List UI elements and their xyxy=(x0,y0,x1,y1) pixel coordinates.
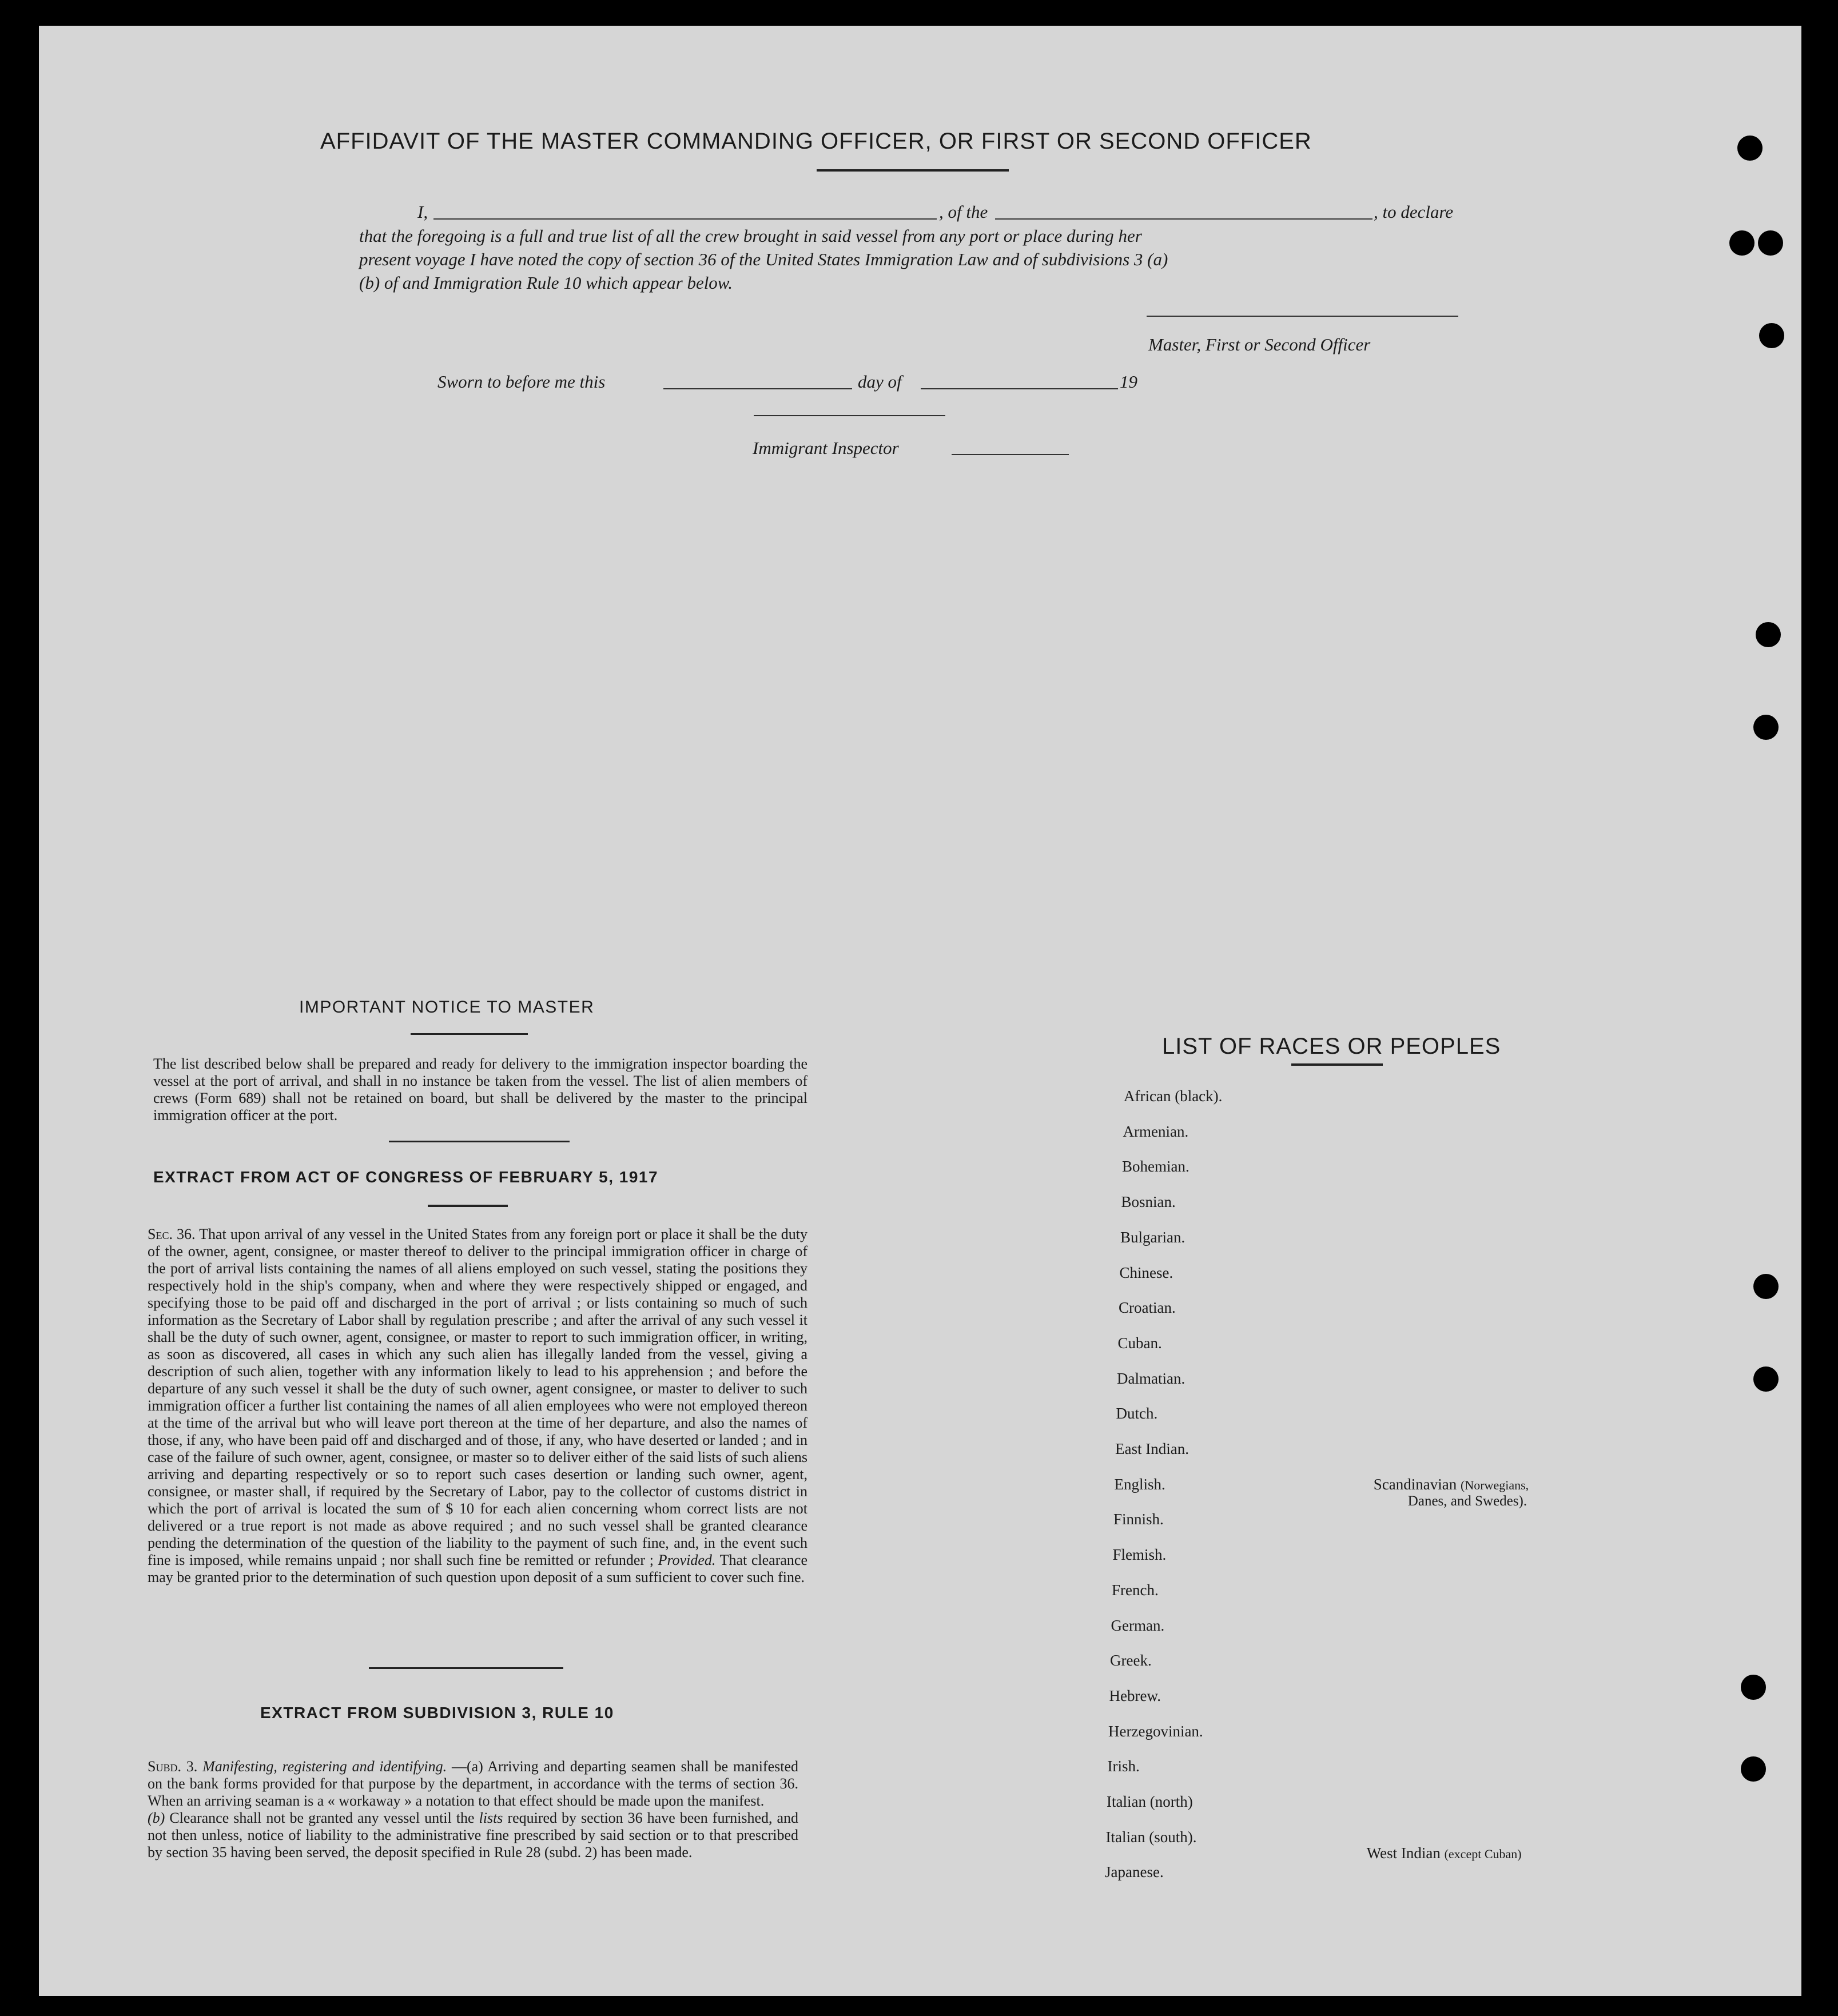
affidavit-line-3: present voyage I have noted the copy of section 36 of the United States Immigration Law and of subdivisions 3 (a) xyxy=(359,249,1168,269)
punch-hole xyxy=(1741,1675,1766,1700)
race-item: Bulgarian. xyxy=(1120,1228,1185,1246)
notice-heading: IMPORTANT NOTICE TO MASTER xyxy=(299,998,595,1017)
punch-hole xyxy=(1729,230,1755,256)
title-rule xyxy=(817,169,1009,172)
act-heading: EXTRACT FROM ACT OF CONGRESS OF FEBRUARY 5, 1917 xyxy=(153,1168,659,1186)
act-rule xyxy=(428,1205,508,1207)
para-b-lists: lists xyxy=(479,1810,503,1826)
race-item: Greek. xyxy=(1110,1652,1152,1670)
race-item: Hebrew. xyxy=(1109,1687,1161,1704)
notice-rule xyxy=(411,1033,528,1035)
name-blank xyxy=(433,218,937,220)
inspector-blank xyxy=(952,454,1069,455)
punch-hole xyxy=(1753,1274,1779,1299)
race-item: Cuban. xyxy=(1117,1334,1162,1352)
day-of-label: day of xyxy=(858,372,902,392)
race-item: Dutch. xyxy=(1116,1405,1158,1423)
punch-hole xyxy=(1759,323,1784,348)
affidavit-title: AFFIDAVIT OF THE MASTER COMMANDING OFFICER, OR FIRST OR SECOND OFFICER xyxy=(320,129,1312,154)
act-body xyxy=(148,1226,807,1586)
act-end-rule xyxy=(369,1667,563,1669)
race-item: Finnish. xyxy=(1113,1511,1164,1528)
para-b-text-2: required by section 36 have been furnished, and not then unless, notice of liability to the administrative fine prescribed by said section or to that prescribed by section 35 having been served, the deposit specified in Rule 28 (subd. 2) has been made. xyxy=(148,1810,799,1860)
rule-heading: EXTRACT FROM SUBDIVISION 3, RULE 10 xyxy=(260,1704,614,1722)
vessel-blank xyxy=(995,218,1372,220)
inspector-signature-line xyxy=(754,415,945,416)
sworn-label: Sworn to before me this xyxy=(437,372,606,392)
subd-label: Subd. 3. xyxy=(148,1758,198,1775)
inspector-caption: Immigrant Inspector xyxy=(753,438,899,458)
race-item: Dalmatian. xyxy=(1117,1369,1185,1387)
sworn-day-blank xyxy=(663,388,852,389)
race-item: African (black). xyxy=(1124,1087,1223,1105)
signature-caption: Master, First or Second Officer xyxy=(1148,334,1371,354)
provided-text: That clearance may be granted prior to the determination of such question upon deposit of a sum sufficient to cover such fine. xyxy=(148,1552,807,1585)
notice-end-rule xyxy=(389,1141,570,1142)
section-text: That upon arrival of any vessel in the United States from any foreign port or place it shall be the duty of the owner, agent, consignee, or master thereof to deliver to the principal immigration officer in charge of the port of arrival lists containing the names of all aliens employed on such vessel, stating the positions they respectively hold in the ship's company, when and where they were respectively shipped or engaged, and specifying those to be paid off and discharged in the port of arrival ; or lists containing so much of such information as the Secretary of Labor shall by regulation prescribe ; and after the arrival of any such vessel it shall be the duty of such owner, agent, consignee, or master to report to such immigration officer, in writing, as soon as discovered, all cases in which any such alien has illegally landed from the vessel, giving a description of such alien, together with any information likely to lead to his apprehension ; and before the departure of any such vessel it shall be the duty of such owner, agent consignee, or master to deliver to such immigration officer a further list containing the names of all alien employees who were not employed thereon at the time of the arrival but who will leave port thereon at the time of her departure, and also the names of those, if any, who have been paid off and discharged and of those, if any, who have deserted or landed ; and in case of the failure of such owner, agent, consignee, or master so to deliver either of the said lists of such aliens arriving and departing respectively or so to report such cases desertion or landing such owner, agent, consignee, or master shall, if required by the Secretary of Labor, pay to the collector of customs district in which the port of arrival is located the sum of $ 10 for each alien concerning whom correct lists are not delivered or a true report is not made as above required ; and no such vessel shall be granted clearance pending the determination of the question of the liability to the payment of such fine, and, in the event such fine is imposed, while remains unpaid ; nor shall such fine be remitted or refunder ; xyxy=(148,1226,807,1568)
of-the-label: , of the xyxy=(939,202,988,222)
race-item: Irish. xyxy=(1107,1758,1140,1775)
race-item: Bohemian. xyxy=(1122,1158,1189,1176)
affidavit-line-4: (b) of and Immigration Rule 10 which appear below. xyxy=(359,273,733,293)
race-item: Bosnian. xyxy=(1121,1193,1176,1211)
punch-hole xyxy=(1756,622,1781,647)
affidavit-line-2: that the foregoing is a full and true list of all the crew brought in said vessel from any port or place during her xyxy=(359,226,1142,246)
race-item: Croatian. xyxy=(1119,1299,1176,1317)
punch-hole xyxy=(1753,1366,1779,1392)
notice-body: The list described below shall be prepared and ready for delivery to the immigration inspector boarding the vessel at the port of arrival, and shall in no instance be taken from the vessel. The list of alien members of crews (Form 689) shall not be retained on board, but shall be delivered by the master to the principal immigration officer at the port. xyxy=(153,1055,807,1123)
race-item: Flemish. xyxy=(1112,1546,1167,1564)
to-declare-label: , to declare xyxy=(1374,202,1454,222)
rule-body xyxy=(148,1758,798,1861)
affidavit-line-1 xyxy=(417,200,1464,224)
punch-hole xyxy=(1741,1756,1766,1782)
para-b-text-1: Clearance shall not be granted any vessel until the xyxy=(169,1810,475,1826)
para-a-label: —(a) xyxy=(451,1758,483,1775)
race-item: English. xyxy=(1114,1475,1165,1493)
punch-hole xyxy=(1737,136,1763,161)
signature-line xyxy=(1147,316,1458,317)
sworn-month-blank xyxy=(921,388,1118,389)
provided-label: Provided. xyxy=(658,1552,716,1568)
races-rule xyxy=(1291,1063,1383,1066)
race-item: French. xyxy=(1112,1581,1159,1599)
year-prefix: 19 xyxy=(1120,372,1137,392)
race-item: Scandinavian (Norwegians, Danes, and Swedes). xyxy=(1373,1475,1529,1509)
para-b-label: (b) xyxy=(148,1810,165,1826)
i-label: I, xyxy=(417,202,428,222)
subd-title: Manifesting, registering and identifying. xyxy=(202,1758,447,1775)
para-a-text: Arriving and departing seamen shall be manifested on the bank forms provided for that purpose by the department, in accordance with the terms of section 36. When an arriving seaman is a « workaway » a notation to that effect should be made upon the manifest. xyxy=(148,1758,799,1809)
race-item: East Indian. xyxy=(1115,1440,1189,1457)
race-item: Italian (north) xyxy=(1107,1793,1193,1810)
race-item: Italian (south). xyxy=(1105,1828,1197,1846)
race-item: Armenian. xyxy=(1123,1122,1189,1140)
race-item: German. xyxy=(1111,1616,1165,1634)
race-item: West Indian (except Cuban) xyxy=(1366,1844,1522,1862)
race-item: Herzegovinian. xyxy=(1108,1722,1203,1740)
punch-hole xyxy=(1753,715,1779,740)
race-item: Chinese. xyxy=(1119,1264,1173,1281)
section-label: Sec. 36. xyxy=(148,1226,196,1242)
race-item: Japanese. xyxy=(1105,1863,1164,1881)
races-heading: LIST OF RACES OR PEOPLES xyxy=(1162,1034,1501,1059)
punch-hole xyxy=(1758,230,1783,256)
